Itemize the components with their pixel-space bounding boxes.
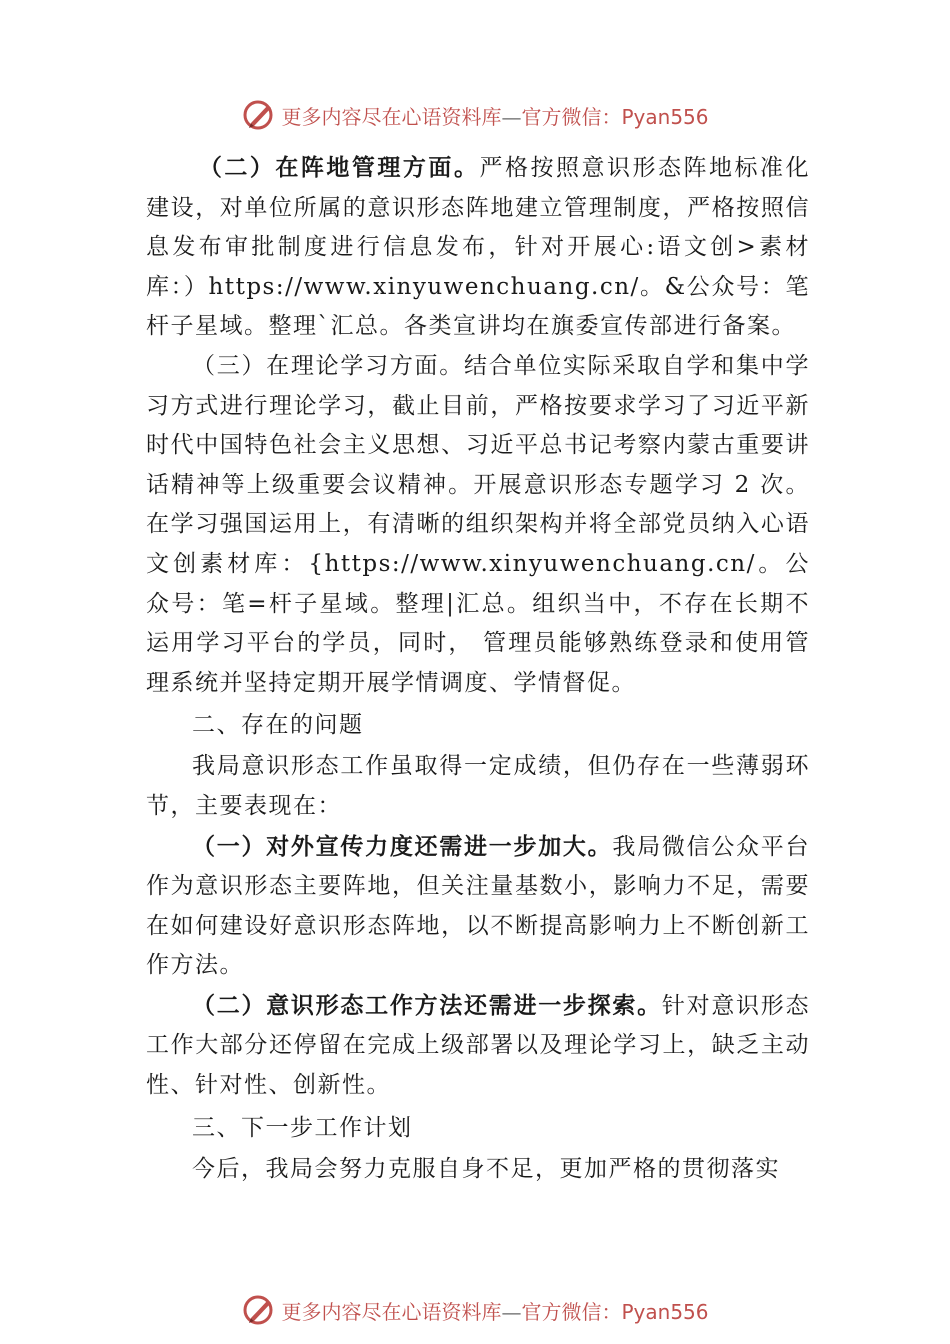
pen-logo-icon bbox=[241, 97, 277, 133]
pen-logo-icon bbox=[241, 1292, 277, 1328]
paragraph-text: 我局意识形态工作虽取得一定成绩，但仍存在一些薄弱环节，主要表现在： bbox=[146, 753, 810, 819]
paragraph-position-management bbox=[146, 148, 810, 347]
paragraph-publicity bbox=[146, 827, 810, 986]
document-body bbox=[146, 148, 810, 1189]
paragraph-text: 针对意识形态工作大部分还停留在完成上级部署以及理论学习上，缺乏主动性、针对性、创新性。 bbox=[146, 992, 811, 1099]
section-heading-next-steps: 三、下一步工作计划 bbox=[192, 1114, 413, 1141]
paragraph-text: （三）在理论学习方面。结合单位实际采取自学和集中学习方式进行理论学习，截止目前，严格按要求学习了习近平新时代中国特色社会主义思想、习近平总书记考察内蒙古重要讲话精神等上级重要会议精神。开展意识形态专题学习 2 次。在学习强国运用上，有清晰的组织架构并将全部党员纳入心语文创素材库：{https://www.xinyuwenchuang.cn/。公众号：笔=杆子星域。整理|汇总。组织当中，不存在长期不运用学习平台的学员，同时， 管理员能够熟练登录和使用管理系统并坚持定期开展学情调度、学情督促。 bbox=[146, 352, 810, 696]
paragraph-lead: （二）在阵地管理方面。 bbox=[198, 154, 480, 181]
paragraph-next-steps bbox=[146, 1150, 810, 1190]
paragraph-lead: （二）意识形态工作方法还需进一步探索。 bbox=[192, 991, 662, 1019]
section-heading-problems: 二、存在的问题 bbox=[192, 712, 364, 739]
watermark-footer bbox=[0, 1290, 950, 1330]
watermark-text: 更多内容尽在心语资料库—官方微信：Pyan556 bbox=[281, 104, 709, 129]
paragraph-theory-study bbox=[146, 347, 810, 703]
watermark-header bbox=[0, 95, 950, 135]
paragraph-lead: （一）对外宣传力度还需进一步加大。 bbox=[192, 832, 613, 860]
paragraph-text: 严格按照意识形态阵地标准化建设，对单位所属的意识形态阵地建立管理制度，严格按照信息发布审批制度进行信息发布，针对开展心:语文创>素材库：）https://www.xinyuwenchuang.cn/。&公众号：笔杆子星域。整理`汇总。各类宣讲均在旗委宣传部进行备案。 bbox=[146, 155, 811, 340]
watermark-text: 更多内容尽在心语资料库—官方微信：Pyan556 bbox=[281, 1299, 709, 1324]
paragraph-text: 今后，我局会努力克服自身不足，更加严格的贯彻落实 bbox=[192, 1155, 780, 1182]
paragraph-problems-intro bbox=[146, 747, 810, 826]
paragraph-text: 我局微信公众平台作为意识形态主要阵地，但关注量基数小，影响力不足，需要在如何建设好意识形态阵地，以不断提高影响力上不断创新工作方法。 bbox=[146, 833, 811, 979]
paragraph-methods bbox=[146, 986, 810, 1106]
